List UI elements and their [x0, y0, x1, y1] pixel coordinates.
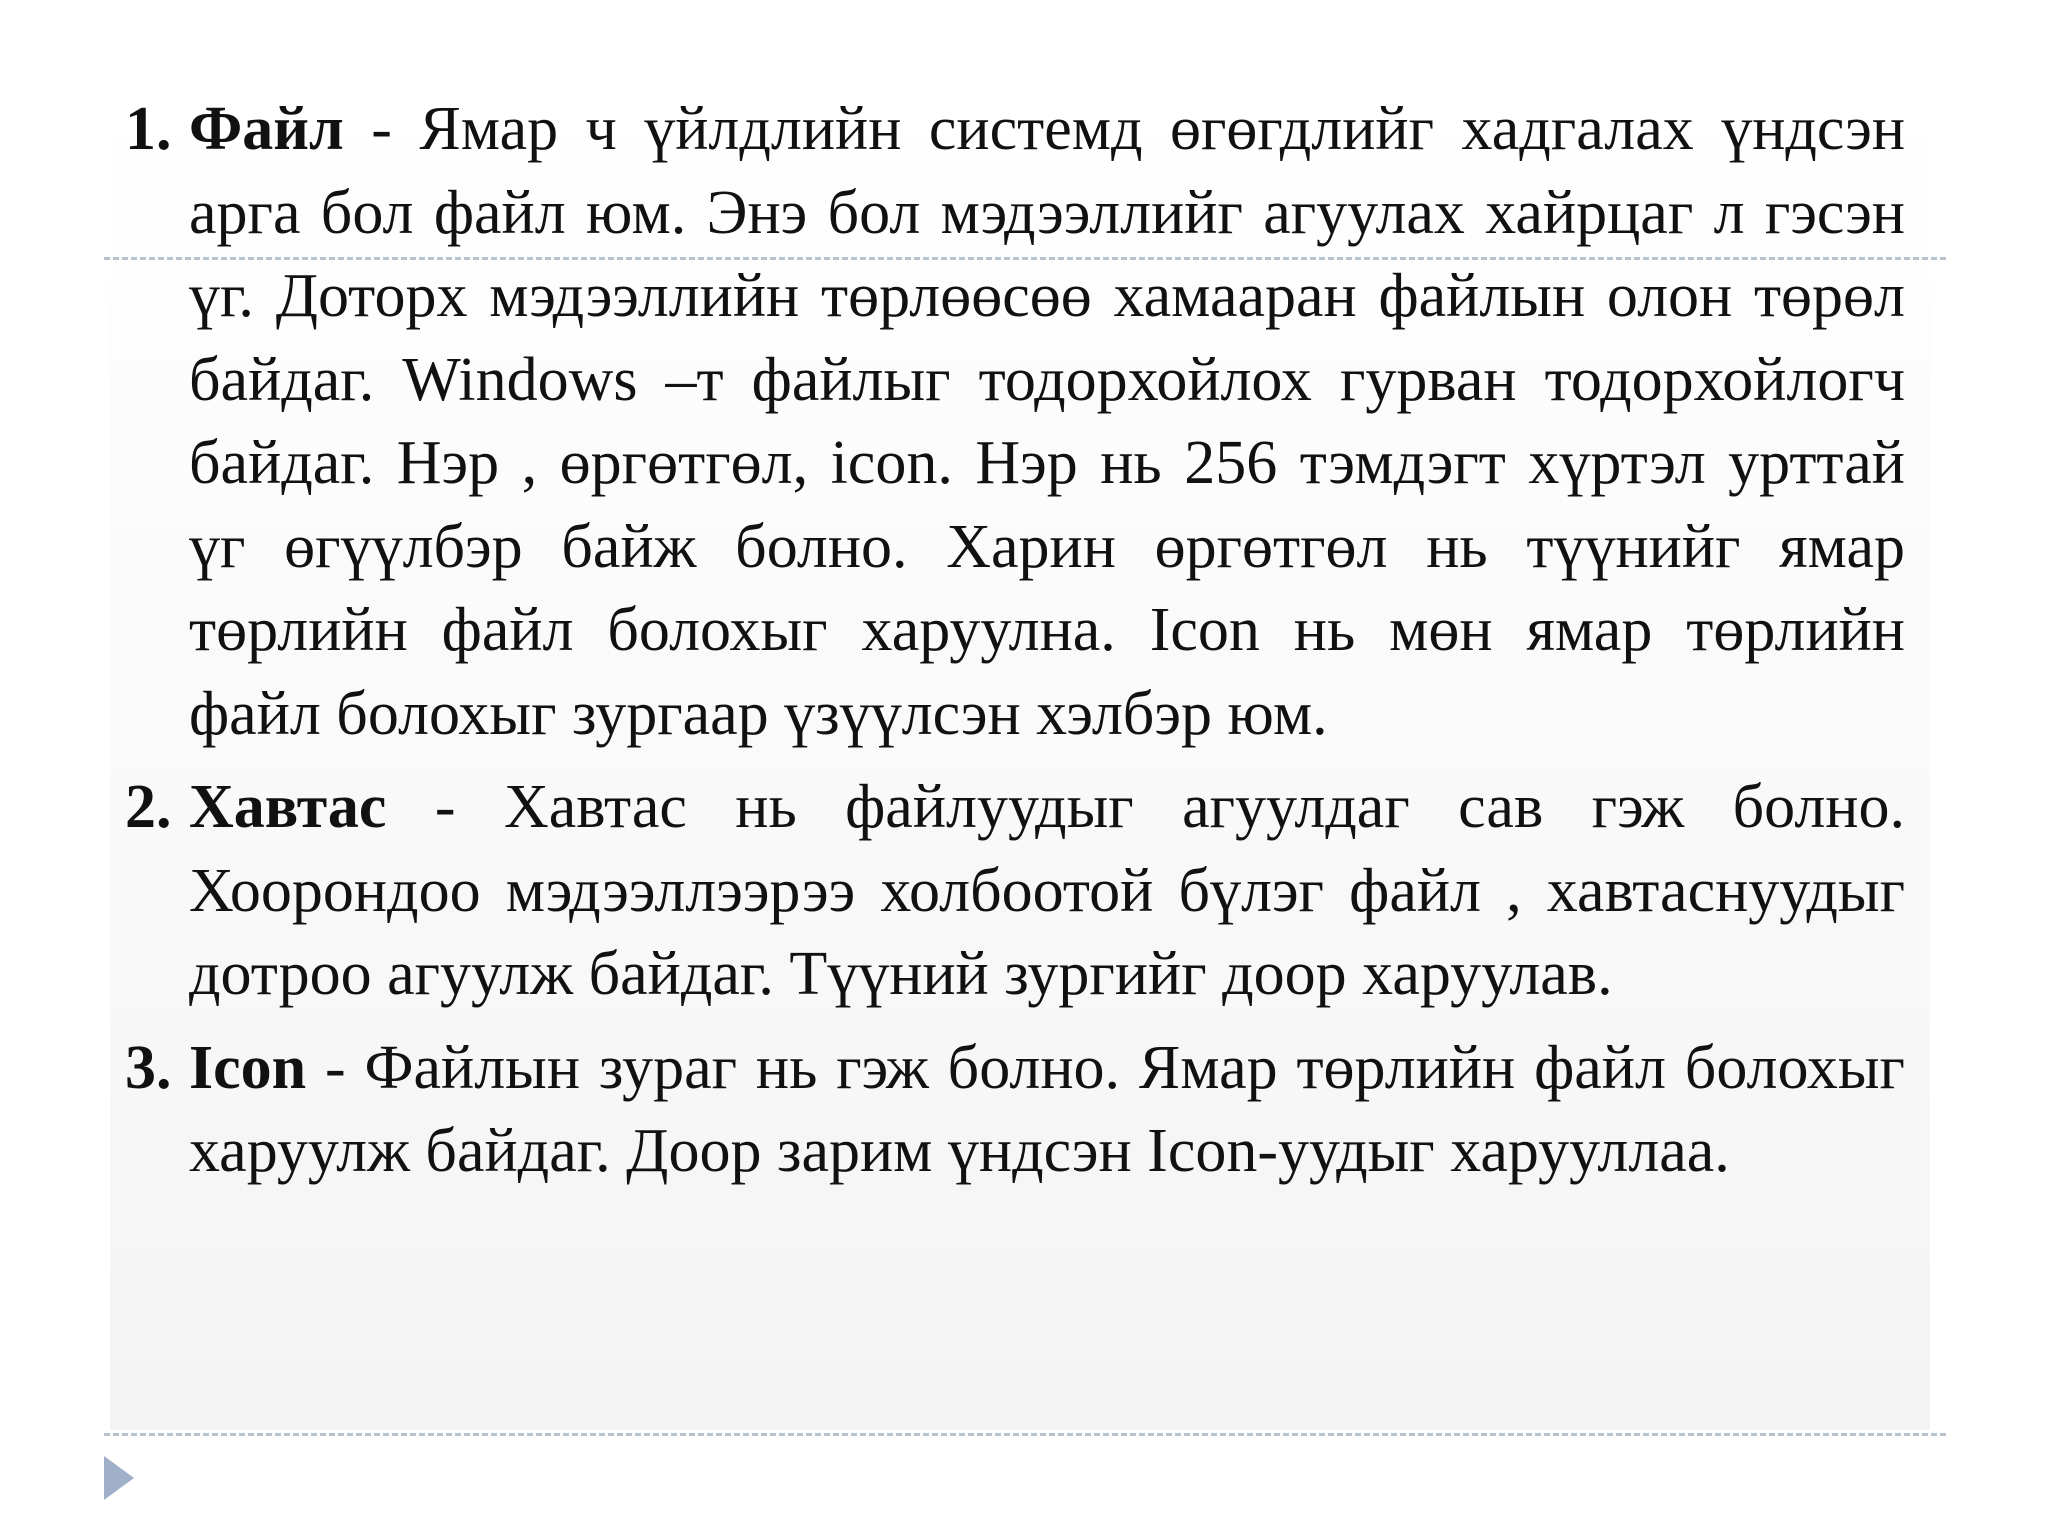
- item-number: 1.: [125, 95, 172, 163]
- item-description: Файлын зураг нь гэж болно. Ямар төрлийн файл болохыг харуулж байдаг. Доор зарим үндсэн Icon-уудыг харууллаа.: [189, 1033, 1905, 1185]
- item-dash: -: [386, 773, 504, 841]
- list-item-folder: [125, 766, 1905, 1017]
- item-dash: -: [306, 1033, 365, 1102]
- item-number: 3.: [125, 1033, 172, 1102]
- item-term: Файл: [189, 95, 344, 163]
- item-description: Хавтас нь файлуудыг агуулдаг сав гэж болно. Хоорондоо мэдээллээрээ холбоотой бүлэг файл , хавтаснуудыг дотроо агуулж байдаг. Түүний зургийг доор харуулав.: [189, 773, 1905, 1008]
- item-term: Хавтас: [189, 773, 387, 841]
- item-dash: -: [343, 95, 420, 163]
- numbered-list: [125, 88, 1905, 1194]
- item-number: 2.: [125, 773, 172, 841]
- list-item-icon: [125, 1027, 1905, 1194]
- item-description: Ямар ч үйлдлийн системд өгөгдлийг хадгалах үндсэн арга бол файл юм. Энэ бол мэдээллийг агуулах хайрцаг л гэсэн үг. Доторх мэдээллийн төрлөөсөө хамааран файлын олон төрөл байдаг. Windows –т файлыг тодорхойлох гурван тодорхойлогч байдаг. Нэр , өргөтгөл, icon. Нэр нь 256 тэмдэгт хүртэл урттай үг өгүүлбэр байж болно. Харин өргөтгөл нь түүнийг ямар төрлийн файл болохыг харуулна. Icon нь мөн ямар төрлийн файл болохыг зургаар үзүүлсэн хэлбэр юм.: [189, 95, 1905, 748]
- item-term: Icon: [189, 1033, 307, 1102]
- triangle-right-icon: [104, 1456, 134, 1500]
- bottom-dashed-divider: [104, 1433, 1946, 1436]
- list-item-file: [125, 88, 1905, 756]
